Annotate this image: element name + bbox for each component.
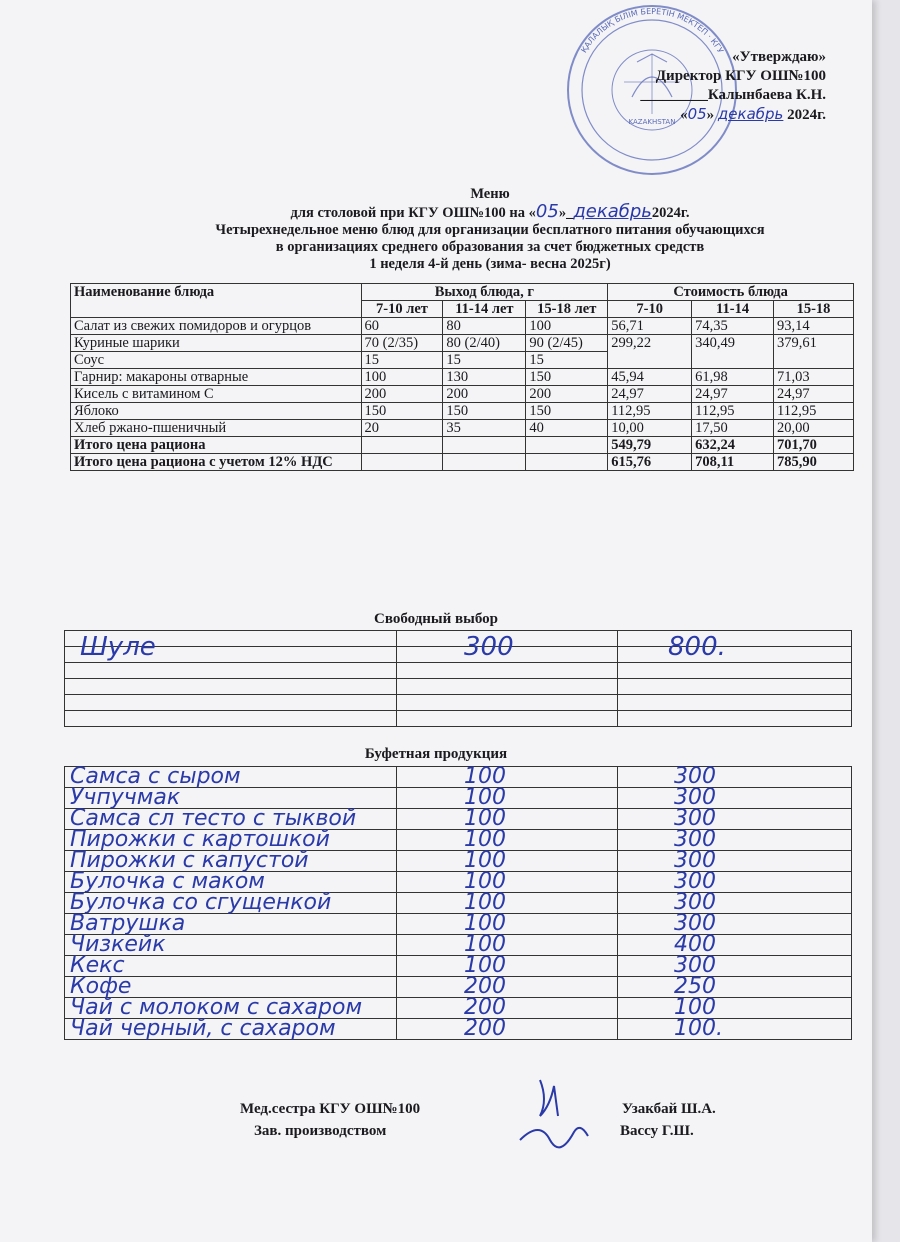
cost-cell: 10,00: [608, 420, 692, 437]
buffet-item: [60, 955, 852, 977]
yield-cell: 60: [361, 318, 443, 335]
cost-cell: 20,00: [774, 420, 854, 437]
cost-cell: 299,22: [608, 335, 692, 369]
header-cost-age: 15-18: [774, 301, 854, 318]
yield-cell: 150: [361, 403, 443, 420]
item-name: Чизкейк: [70, 932, 166, 957]
cost-cell: 61,98: [692, 369, 774, 386]
total-cost: 632,24: [692, 437, 774, 454]
total-vat-cost: 785,90: [774, 454, 854, 471]
cost-cell: 379,61: [774, 335, 854, 369]
header-cost: Стоимость блюда: [608, 284, 854, 301]
item-price: 100.: [674, 1016, 723, 1041]
cost-cell: 112,95: [774, 403, 854, 420]
total-vat-cost: 708,11: [692, 454, 774, 471]
item-qty: 100: [464, 827, 506, 852]
item-name: Чай с молоком с сахаром: [70, 995, 363, 1020]
item-price: 300: [674, 911, 716, 936]
menu-subtitle-funding: в организациях среднего образования за счет бюджетных средств: [275, 239, 705, 255]
item-qty: 100: [464, 911, 506, 936]
head-line: [240, 1120, 800, 1142]
menu-subtitle-purpose: Четырехнедельное меню блюд для организации бесплатного питания обучающихся: [215, 222, 765, 238]
yield-cell: 15: [526, 352, 608, 369]
yield-cell: 20: [361, 420, 443, 437]
cost-cell: 112,95: [692, 403, 774, 420]
head-label: Зав. производством: [254, 1123, 387, 1139]
item-qty: 100: [464, 806, 506, 831]
item-name: Кекс: [70, 953, 125, 978]
yield-cell: 150: [443, 403, 526, 420]
yield-cell: 35: [443, 420, 526, 437]
cost-cell: 71,03: [774, 369, 854, 386]
item-name: Булочка со сгущенкой: [70, 890, 332, 915]
header-age: 15-18 лет: [526, 301, 608, 318]
item-price: 300: [674, 806, 716, 831]
cost-cell: 56,71: [608, 318, 692, 335]
stamp-inner-text: KAZAKHSTAN: [628, 118, 676, 126]
cost-cell: 24,97: [692, 386, 774, 403]
item-qty: 300: [464, 632, 514, 662]
header-age: 7-10 лет: [361, 301, 443, 318]
dish-name: Куриные шарики: [71, 335, 362, 352]
yield-cell: 90 (2/45): [526, 335, 608, 352]
table-row: [71, 386, 854, 403]
free-choice-item: [60, 632, 852, 662]
item-price: 300: [674, 869, 716, 894]
dish-name: Соус: [71, 352, 362, 369]
nurse-label: Мед.сестра КГУ ОШ№100: [240, 1101, 421, 1117]
yield-cell: 150: [526, 403, 608, 420]
item-qty: 100: [464, 764, 506, 789]
yield-cell: 200: [443, 386, 526, 403]
table-header-row: [71, 284, 854, 301]
menu-table: [70, 283, 854, 471]
item-price: 800.: [668, 632, 726, 662]
buffet-item: [60, 1018, 852, 1040]
buffet-item: [60, 934, 852, 956]
item-name: Чай черный, с сахаром: [70, 1016, 336, 1041]
item-price: 300: [674, 953, 716, 978]
item-price: 400: [674, 932, 716, 957]
table-row: [71, 403, 854, 420]
item-name: Пирожки с картошкой: [70, 827, 330, 852]
yield-cell: 200: [526, 386, 608, 403]
item-name: Учпучмак: [70, 785, 181, 810]
approval-name: _________Калынбаева К.Н.: [640, 87, 826, 103]
item-qty: 200: [464, 995, 506, 1020]
cost-cell: 24,97: [608, 386, 692, 403]
approval-block: [640, 48, 826, 125]
table-row: [71, 369, 854, 386]
total-label: Итого цена рациона: [71, 437, 362, 454]
item-qty: 200: [464, 1016, 506, 1041]
dish-name: Салат из свежих помидоров и огурцов: [71, 318, 362, 335]
dish-name: Гарнир: макароны отварные: [71, 369, 362, 386]
table-row: [71, 335, 854, 352]
header-yield: Выход блюда, г: [361, 284, 608, 301]
header-dish: Наименование блюда: [71, 284, 362, 318]
yield-cell: 15: [443, 352, 526, 369]
item-qty: 100: [464, 890, 506, 915]
head-name: Вассу Г.Ш.: [620, 1123, 694, 1139]
buffet-item: [60, 913, 852, 935]
nurse-line: [240, 1098, 800, 1120]
yield-cell: 40: [526, 420, 608, 437]
yield-cell: 100: [361, 369, 443, 386]
menu-title: Меню: [470, 186, 510, 202]
item-qty: 100: [464, 869, 506, 894]
item-qty: 100: [464, 848, 506, 873]
total-vat-cost: 615,76: [608, 454, 692, 471]
approval-title: «Утверждаю»: [732, 49, 826, 65]
cost-cell: 93,14: [774, 318, 854, 335]
dish-name: Кисель с витамином С: [71, 386, 362, 403]
item-qty: 100: [464, 932, 506, 957]
yield-cell: 100: [526, 318, 608, 335]
approval-date: «05» декабрь 2024г.: [680, 105, 826, 123]
yield-cell: 200: [361, 386, 443, 403]
total-row: [71, 437, 854, 454]
free-choice-title: Свободный выбор: [374, 611, 498, 627]
header-age: 11-14 лет: [443, 301, 526, 318]
signature-block: [240, 1098, 800, 1142]
item-price: 250: [674, 974, 716, 999]
yield-cell: 80: [443, 318, 526, 335]
yield-cell: 80 (2/40): [443, 335, 526, 352]
cost-cell: 24,97: [774, 386, 854, 403]
item-name: Пирожки с капустой: [70, 848, 309, 873]
header-cost-age: 7-10: [608, 301, 692, 318]
dish-name: Хлеб ржано-пшеничный: [71, 420, 362, 437]
item-name: Самса с сыром: [70, 764, 241, 789]
total-vat-row: [71, 454, 854, 471]
menu-subtitle-week: 1 неделя 4-й день (зима- весна 2025г): [369, 256, 611, 272]
buffet-title: Буфетная продукция: [364, 746, 508, 762]
dish-name: Яблоко: [71, 403, 362, 420]
item-name: Булочка с маком: [70, 869, 265, 894]
table-row: [71, 318, 854, 335]
total-cost: 549,79: [608, 437, 692, 454]
cost-cell: 340,49: [692, 335, 774, 369]
yield-cell: 130: [443, 369, 526, 386]
total-vat-label: Итого цена рациона с учетом 12% НДС: [71, 454, 362, 471]
item-price: 100: [674, 995, 716, 1020]
yield-cell: 70 (2/35): [361, 335, 443, 352]
item-price: 300: [674, 785, 716, 810]
item-price: 300: [674, 848, 716, 873]
item-name: Ватрушка: [70, 911, 186, 936]
menu-subtitle-date: для столовой при КГУ ОШ№100 на «05»_декабрь2024г.: [290, 201, 690, 222]
cost-cell: 17,50: [692, 420, 774, 437]
item-price: 300: [674, 890, 716, 915]
nurse-name: Узакбай Ш.А.: [622, 1101, 716, 1117]
approval-position: Директор КГУ ОШ№100: [655, 68, 826, 84]
cost-cell: 112,95: [608, 403, 692, 420]
yield-cell: 150: [526, 369, 608, 386]
total-cost: 701,70: [774, 437, 854, 454]
table-row: [71, 420, 854, 437]
item-price: 300: [674, 764, 716, 789]
item-qty: 200: [464, 974, 506, 999]
cost-cell: 45,94: [608, 369, 692, 386]
item-qty: 100: [464, 953, 506, 978]
item-name: Самса сл тесто с тыквой: [70, 806, 357, 831]
item-name: Кофе: [70, 974, 132, 999]
item-name: Шуле: [80, 632, 156, 662]
menu-heading: [70, 186, 900, 273]
item-price: 300: [674, 827, 716, 852]
yield-cell: 15: [361, 352, 443, 369]
item-qty: 100: [464, 785, 506, 810]
header-cost-age: 11-14: [692, 301, 774, 318]
cost-cell: 74,35: [692, 318, 774, 335]
stamp-ring-text: ҚАЛАЛЫҚ БІЛІМ БЕРЕТІН МЕКТЕП · КГУ: [579, 6, 725, 55]
